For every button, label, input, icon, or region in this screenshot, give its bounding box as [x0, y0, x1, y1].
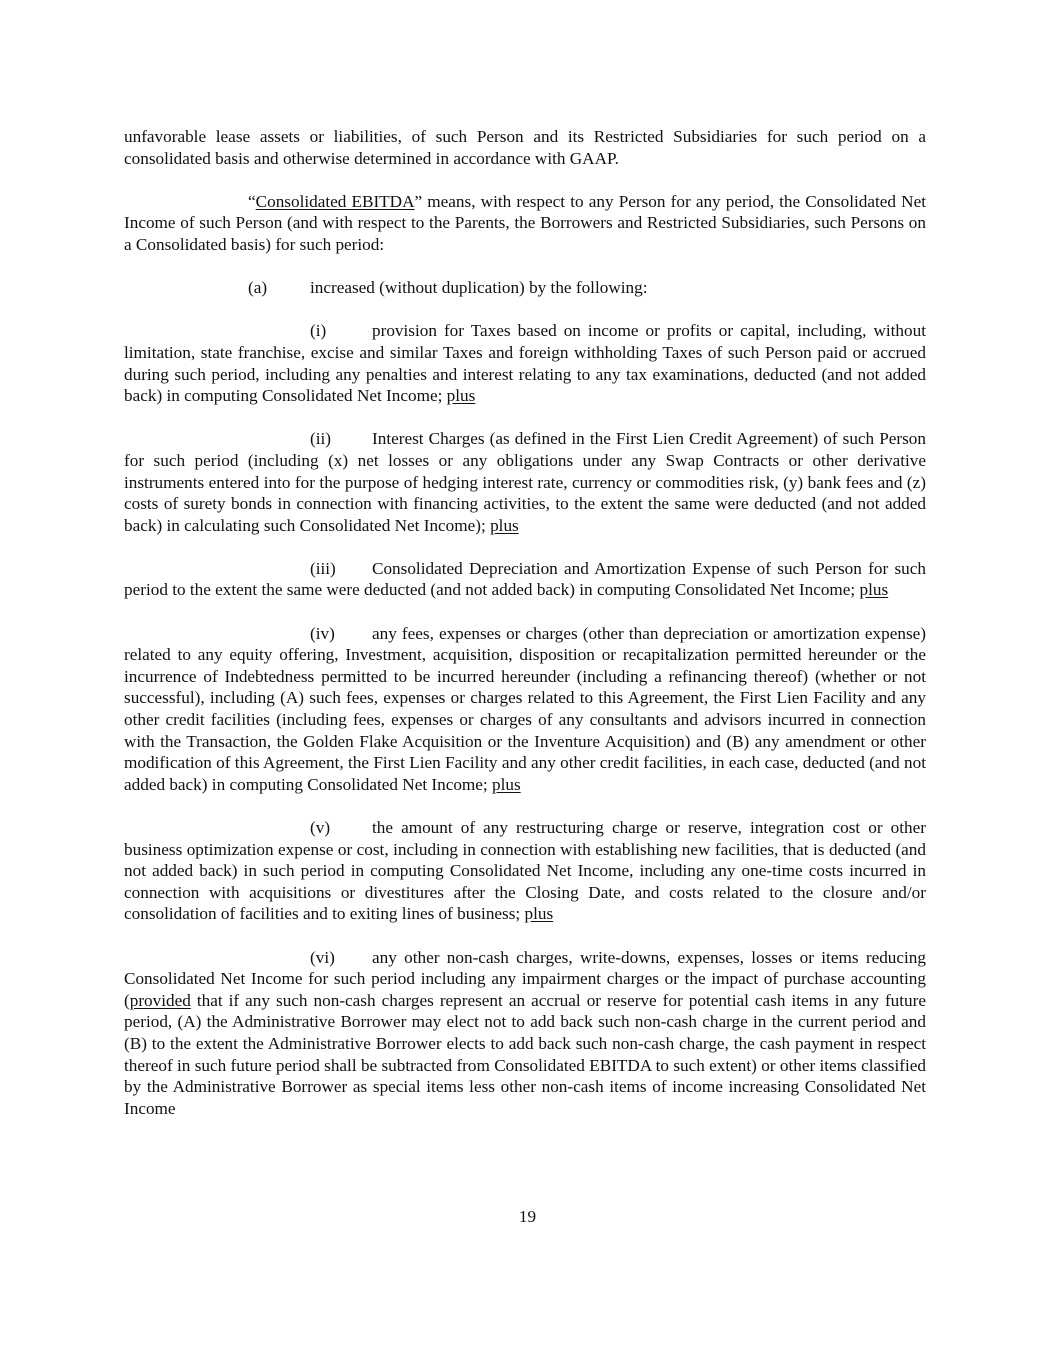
item-ii-label: (ii) [310, 429, 331, 449]
item-vi-text-after: that if any such non-cash charges represent an accrual or reserve for potential cash items in any future period, (A) the Administrative Borrower may elect not to add back such non-cash charge in the current period and (B) to the extent the Administrative Borrower elects to add back such non-cash charge, the cash payment in respect thereof in such future period shall be subtracted from Consolidated EBITDA to such extent) or other items classified by the Administrative Borrower as special items less other non-cash items of income increasing Consolidated Net Income [124, 990, 926, 1118]
item-iv-plus: plus [492, 774, 521, 794]
item-v-plus: plus [524, 904, 554, 924]
item-v-label: (v) [310, 818, 331, 837]
item-vi-provided: provided [129, 990, 191, 1010]
document-body [124, 126, 926, 1119]
intro-text: unfavorable lease assets or liabilities, of such Person and its Restricted Subsidiaries for such period on a consolidated basis and otherwise determined in accordance with GAAP. [124, 127, 926, 168]
clause-a [124, 277, 926, 299]
item-iv-label: (iv) [310, 623, 335, 643]
item-i-label: (i) [310, 321, 327, 341]
item-ii [124, 428, 926, 536]
clause-a-label: (a) [248, 278, 268, 298]
item-iii-plus: plus [859, 580, 889, 600]
definition-text: ” means, with respect to any Person for any period, the Consolidated Net Income of such Person (and with respect to the Parents, the Borrowers and Restricted Subsidiaries, such Persons on a Consolidated basis) for such period: [124, 191, 926, 254]
item-iii [124, 558, 926, 601]
item-iv-text: any fees, expenses or charges (other than depreciation or amortization expense) related to any equity offering, Investment, acquisition, disposition or recapitalization permitted hereunder or the incurrence of Indebtedness permitted to be incurred hereunder (including a refinancing thereof) (whether or not successful), including (A) such fees, expenses or charges related to this Agreement, the First Lien Facility and any other credit facilities (including fees, expenses or charges of any consultants and advisors incurred in connection with the Transaction, the Golden Flake Acquisition or the Inventure Acquisition) and (B) any amendment or other modification of this Agreement, the First Lien Facility and any other credit facilities, in each case, deducted (and not added back) in computing Consolidated Net Income; [124, 623, 926, 794]
item-iii-text: Consolidated Depreciation and Amortization Expense of such Person for such period to the extent the same were deducted (and not added back) in computing Consolidated Net Income; [124, 558, 926, 600]
item-v [124, 817, 926, 925]
item-ii-text: Interest Charges (as defined in the First Lien Credit Agreement) of such Person for such period (including (x) net losses or any obligations under any Swap Contracts or other derivative instruments entered into for the purpose of hedging interest rate, currency or commodities risk, (y) bank fees and (z) costs of surety bonds in connection with financing activities, to the extent the same were deducted (and not added back) in calculating such Consolidated Net Income); [124, 429, 926, 535]
item-i-text: provision for Taxes based on income or profits or capital, including, without limitation, state franchise, excise and similar Taxes and foreign withholding Taxes of such Person paid or accrued during such period, including any penalties and interest relating to any tax examinations, deducted (and not added back) in computing Consolidated Net Income; [124, 321, 926, 406]
item-vi [124, 947, 926, 1120]
item-v-text: the amount of any restructuring charge or reserve, integration cost or other business optimization expense or cost, including in connection with establishing new facilities, that is deducted (and not added back) in such period in computing Consolidated Net Income, including any one-time costs incurred in connection with acquisitions or divestitures after the Closing Date, and costs related to the closure and/or consolidation of facilities and to exiting lines of business; [124, 818, 926, 924]
item-ii-plus: plus [490, 515, 519, 535]
item-i-plus: plus [446, 386, 476, 406]
item-i [124, 320, 926, 406]
item-iv [124, 623, 926, 796]
definition-paragraph [124, 191, 926, 256]
clause-a-text: increased (without duplication) by the following: [310, 278, 648, 298]
item-iii-label: (iii) [310, 558, 336, 578]
open-quote: “ [248, 191, 256, 211]
item-vi-label: (vi) [310, 947, 335, 967]
item-vi-text-before: any other non-cash charges, write-downs, expenses, losses or items reducing Consolidated Net Income for such period including any impairment charges or the impact of purchase accounting ( [124, 947, 926, 1010]
defined-term: Consolidated EBITDA [255, 191, 415, 211]
page-number: 19 [518, 1207, 537, 1226]
intro-paragraph [124, 126, 926, 169]
